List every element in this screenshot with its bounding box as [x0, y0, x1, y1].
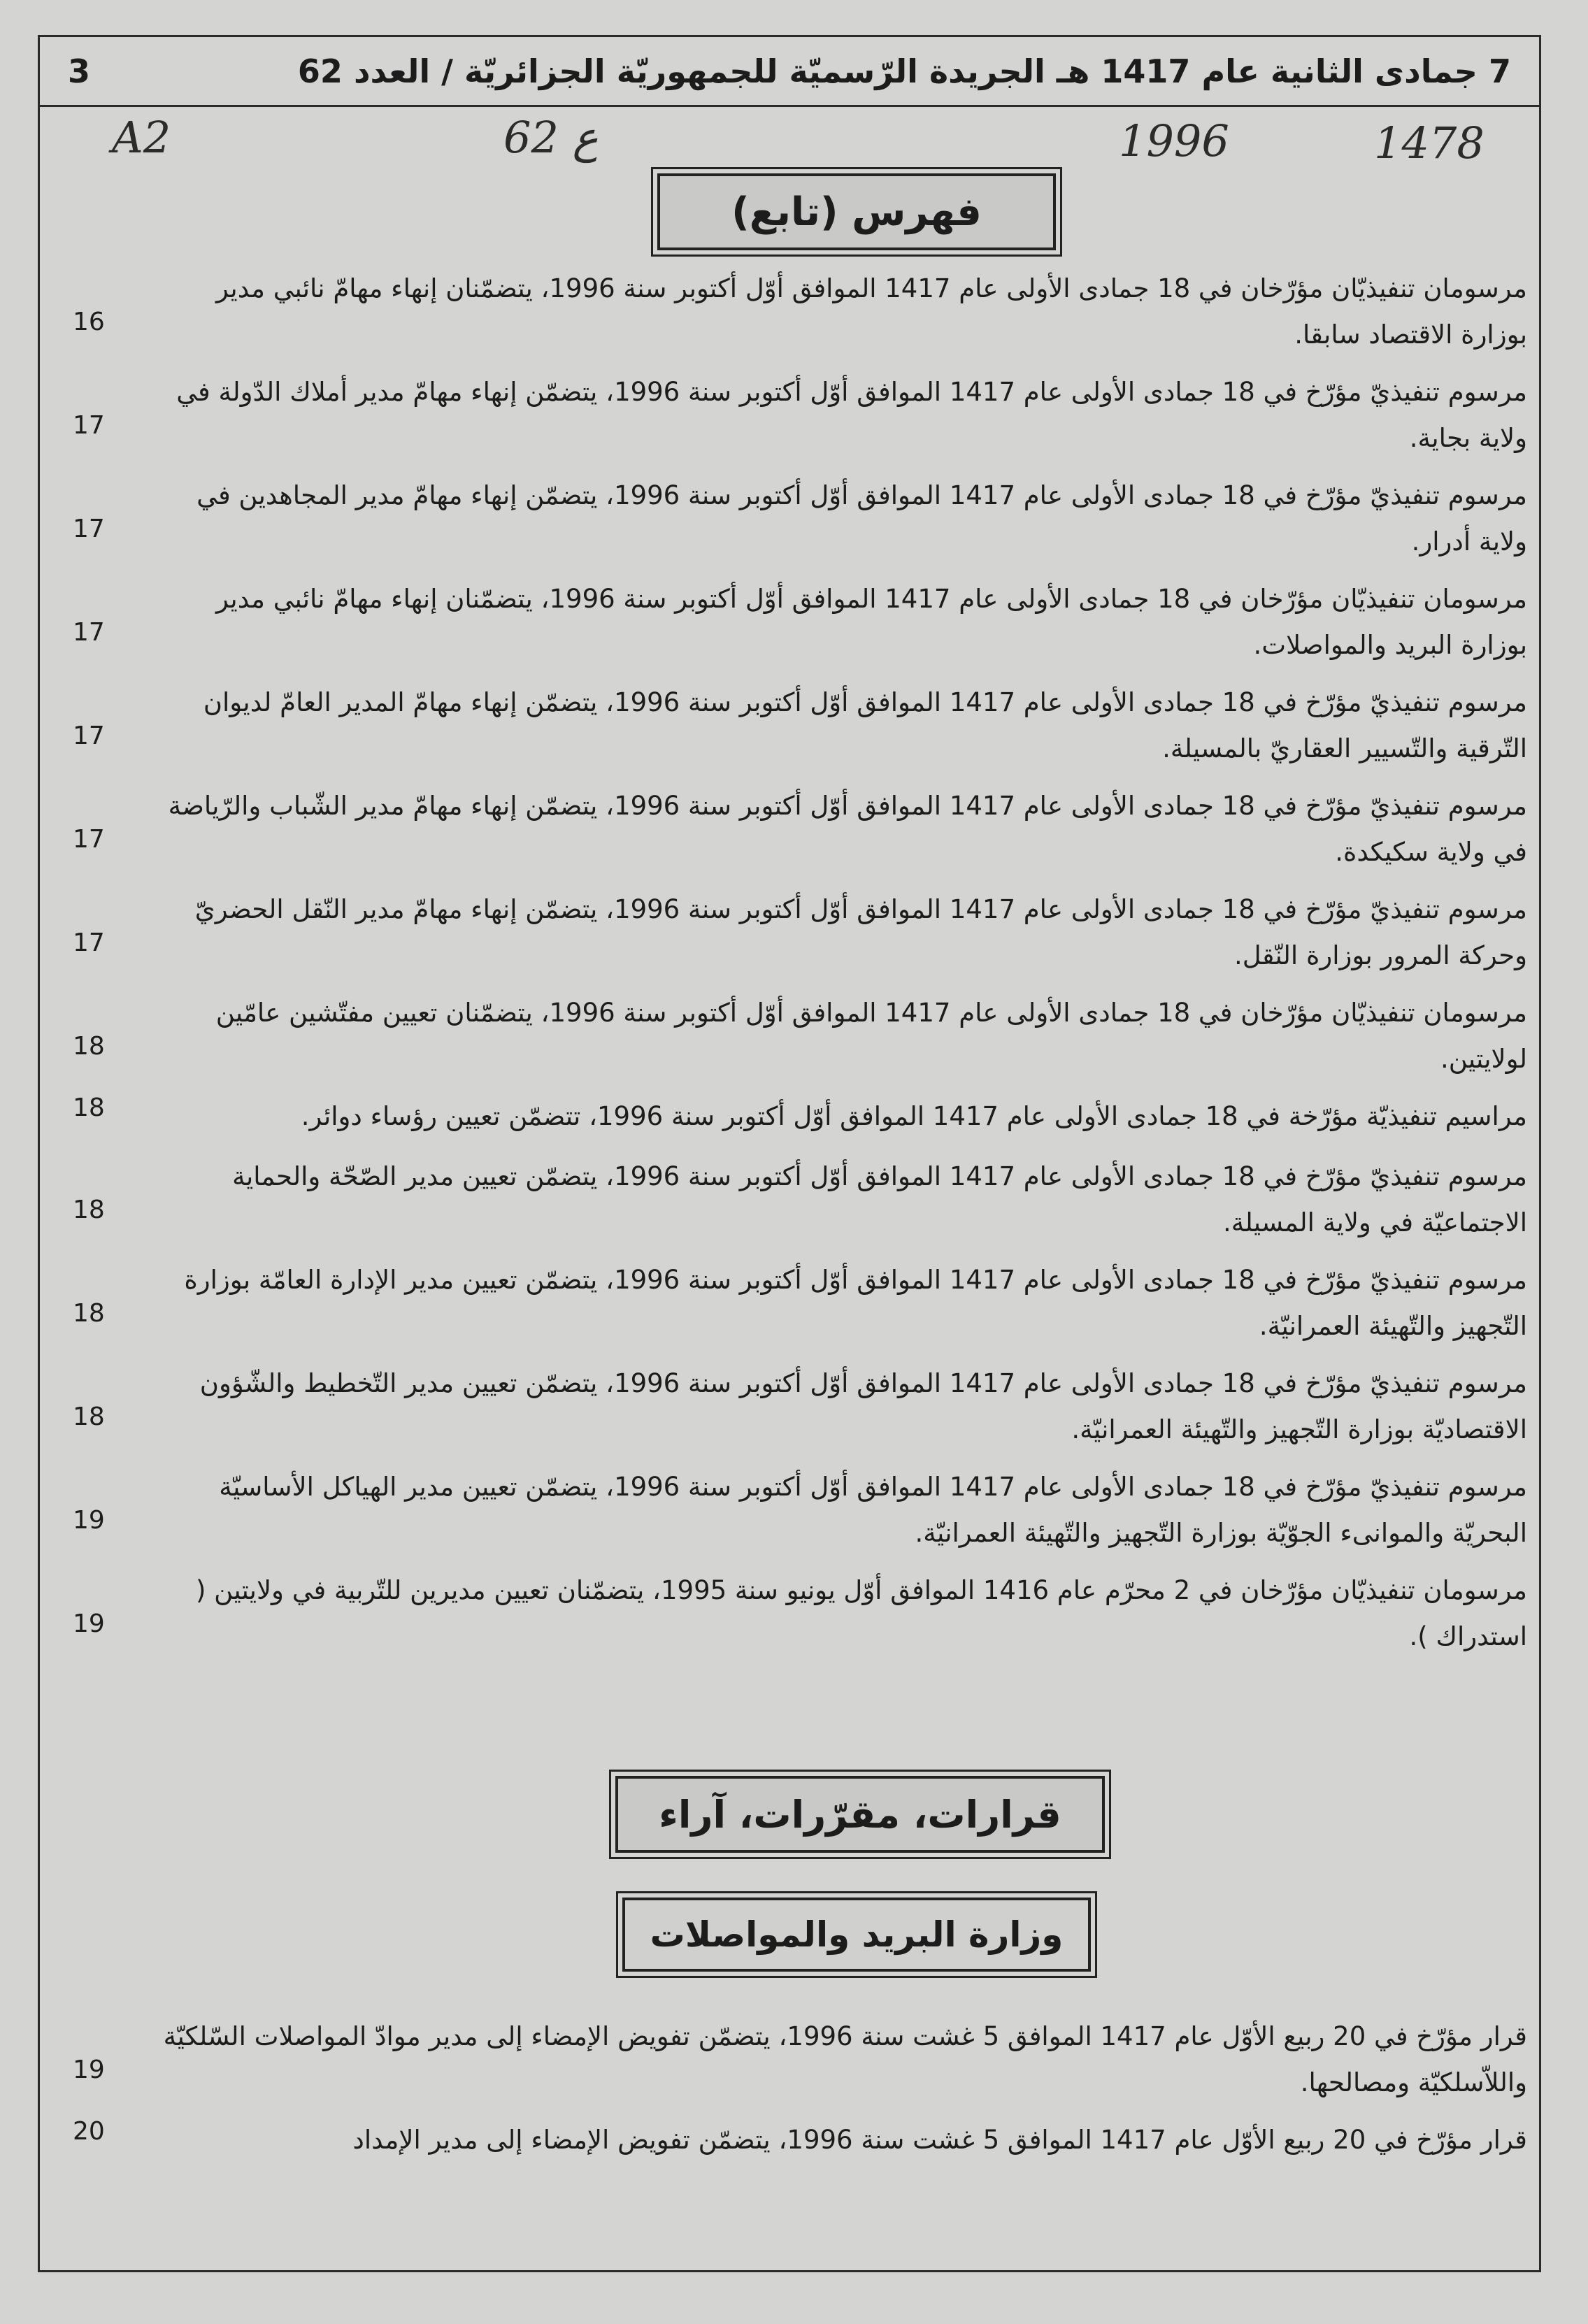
entry-text: مرسومان تنفيذيّان مؤرّخان في 18 جمادى الأولى عام 1417 الموافق أوّل أكتوبر سنة 1996، يتضمّنان إنهاء مهامّ نائبي مدير بوزارة البريد والمواصلات.	[216, 584, 1527, 660]
entry-page: 16	[73, 308, 105, 336]
index-entry	[38, 1568, 1541, 1665]
index-entry	[38, 1154, 1541, 1251]
index-entry	[38, 1361, 1541, 1458]
index-entry	[38, 887, 1541, 984]
entry-page: 17	[73, 618, 105, 647]
entry-page: 19	[73, 1609, 105, 1638]
entry-text: مرسوم تنفيذيّ مؤرّخ في 18 جمادى الأولى عام 1417 الموافق أوّل أكتوبر سنة 1996، يتضمّن إنهاء مهامّ المدير العامّ لديوان التّرقية والتّسيير العقاريّ بالمسيلة.	[203, 687, 1527, 763]
index-title: فهرس (تابع)	[657, 173, 1056, 250]
entry-text: مرسوم تنفيذيّ مؤرّخ في 18 جمادى الأولى عام 1417 الموافق أوّل أكتوبر سنة 1996، يتضمّن تعيين مدير الإدارة العامّة بوزارة التّجهيز والتّهيئة العمرانيّة.	[184, 1265, 1527, 1341]
section-title: قرارات، مقرّرات، آراء	[615, 1776, 1105, 1853]
index-entry	[38, 1464, 1541, 1562]
decision-text: قرار مؤرّخ في 20 ربيع الأوّل عام 1417 الموافق 5 غشت سنة 1996، يتضمّن تفويض الإمضاء إلى مدير الإمداد	[352, 2125, 1527, 2155]
index-entry	[38, 266, 1541, 364]
entry-page: 18	[73, 1299, 105, 1328]
index-entry	[38, 1257, 1541, 1355]
index-entry	[38, 473, 1541, 571]
entry-page: 18	[73, 1093, 105, 1122]
handwritten-year: 1996	[1119, 115, 1229, 166]
entry-page: 19	[73, 1506, 105, 1535]
decision-page: 19	[73, 2056, 105, 2084]
entry-text: مرسوم تنفيذيّ مؤرّخ في 18 جمادى الأولى عام 1417 الموافق أوّل أكتوبر سنة 1996، يتضمّن تعيين مدير التّخطيط والشّؤون الاقتصاديّة بوزارة التّجهيز والتّهيئة العمرانيّة.	[199, 1368, 1527, 1444]
index-entry	[38, 990, 1541, 1088]
entry-text: مرسومان تنفيذيّان مؤرّخان في 18 جمادى الأولى عام 1417 الموافق أوّل أكتوبر سنة 1996، يتضمّنان تعيين مفتّشين عامّين لولايتين.	[215, 998, 1527, 1074]
entry-text: مرسوم تنفيذيّ مؤرّخ في 18 جمادى الأولى عام 1417 الموافق أوّل أكتوبر سنة 1996، يتضمّن تعيين مدير الصّحّة والحماية الاجتماعيّة في ولاية المسيلة.	[232, 1161, 1527, 1238]
entry-page: 17	[73, 515, 105, 543]
handwritten-note-a2: A2	[112, 112, 171, 163]
entry-page: 17	[73, 722, 105, 750]
index-entry	[38, 1093, 1541, 1149]
index-entry	[38, 369, 1541, 467]
entry-page: 17	[73, 825, 105, 854]
ministry-title: وزارة البريد والمواصلات	[622, 1898, 1091, 1972]
entry-text: مرسومان تنفيذيّان مؤرّخان في 2 محرّم عام 1416 الموافق أوّل يونيو سنة 1995، يتضمّنان تعيين مديرين للتّربية في ولايتين ( استدراك ).	[195, 1575, 1527, 1651]
entry-text: مراسيم تنفيذيّة مؤرّخة في 18 جمادى الأولى عام 1417 الموافق أوّل أكتوبر سنة 1996، تتضمّن تعيين رؤساء دوائر.	[301, 1101, 1527, 1131]
entry-text: مرسومان تنفيذيّان مؤرّخان في 18 جمادى الأولى عام 1417 الموافق أوّل أكتوبر سنة 1996، يتضمّنان إنهاء مهامّ نائبي مدير بوزارة الاقتصاد سابقا.	[216, 273, 1527, 350]
entry-page: 17	[73, 411, 105, 440]
entry-page: 18	[73, 1196, 105, 1224]
handwritten-ref: 1478	[1374, 117, 1485, 168]
entry-text: مرسوم تنفيذيّ مؤرّخ في 18 جمادى الأولى عام 1417 الموافق أوّل أكتوبر سنة 1996، يتضمّن إنهاء مهامّ مدير أملاك الدّولة في ولاية بجاية.	[176, 377, 1527, 453]
header-text: 7 جمادى الثانية عام 1417 هـ الجريدة الرّسميّة للجمهوريّة الجزائريّة / العدد 62	[297, 52, 1511, 90]
entry-page: 17	[73, 928, 105, 957]
handwritten-note-62: 62 ع	[503, 112, 599, 163]
decision-entry	[38, 2117, 1541, 2173]
decision-page: 20	[73, 2117, 105, 2146]
entry-text: مرسوم تنفيذيّ مؤرّخ في 18 جمادى الأولى عام 1417 الموافق أوّل أكتوبر سنة 1996، يتضمّن إنهاء مهامّ مدير المجاهدين في ولاية أدرار.	[196, 480, 1527, 557]
page-header	[40, 37, 1539, 107]
page-number: 3	[68, 52, 91, 90]
entry-text: مرسوم تنفيذيّ مؤرّخ في 18 جمادى الأولى عام 1417 الموافق أوّل أكتوبر سنة 1996، يتضمّن إنهاء مهامّ مدير النّقل الحضريّ وحركة المرور بوزارة النّقل.	[194, 894, 1527, 970]
entry-text: مرسوم تنفيذيّ مؤرّخ في 18 جمادى الأولى عام 1417 الموافق أوّل أكتوبر سنة 1996، يتضمّن تعيين مدير الهياكل الأساسيّة البحريّة والموانىء الجوّيّة بوزارة التّجهيز والتّهيئة العمرانيّة.	[219, 1472, 1527, 1548]
decision-text: قرار مؤرّخ في 20 ربيع الأوّل عام 1417 الموافق 5 غشت سنة 1996، يتضمّن تفويض الإمضاء إلى مدير موادّ المواصلات السّلكيّة واللاّسلكيّة ومصالحها.	[163, 2021, 1527, 2097]
entry-page: 18	[73, 1403, 105, 1431]
index-entry	[38, 783, 1541, 881]
decision-entry	[38, 2014, 1541, 2111]
entry-page: 18	[73, 1032, 105, 1061]
index-entry	[38, 680, 1541, 777]
entry-text: مرسوم تنفيذيّ مؤرّخ في 18 جمادى الأولى عام 1417 الموافق أوّل أكتوبر سنة 1996، يتضمّن إنهاء مهامّ مدير الشّباب والرّياضة في ولاية سكيكدة.	[168, 791, 1527, 867]
index-entry	[38, 576, 1541, 674]
